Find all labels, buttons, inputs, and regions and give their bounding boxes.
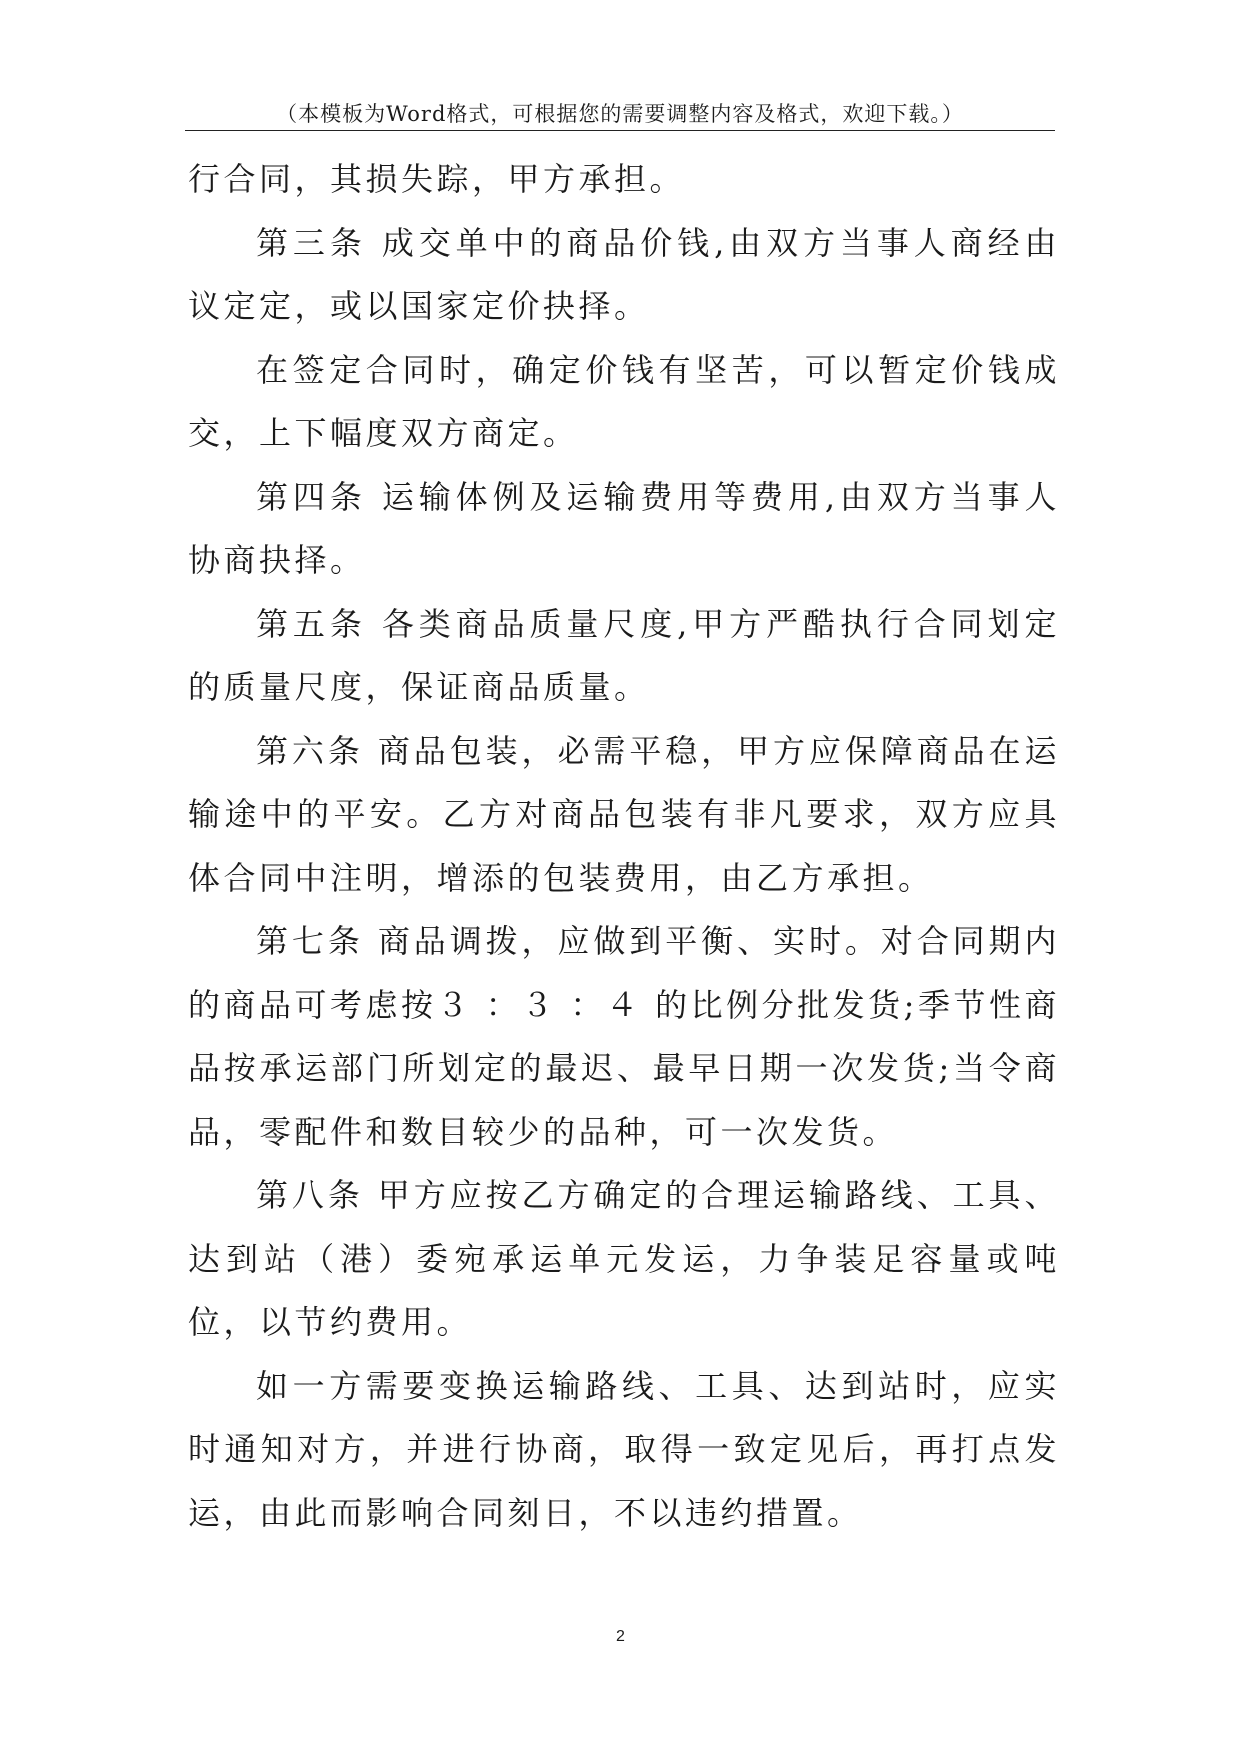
paragraph-3: 第四条 运输体例及运输费用等费用,由双方当事人协商抉择。: [188, 477, 1060, 579]
paragraph-2: 在签定合同时，确定价钱有坚苦，可以暂定价钱成交，上下幅度双方商定。: [188, 350, 1060, 452]
page-header: （本模板为Word格式，可根据您的需要调整内容及格式，欢迎下载。）: [276, 102, 964, 126]
paragraph-7: 第八条 甲方应按乙方确定的合理运输路线、工具、达到站（港）委宛承运单元发运，力争装足容量或吨位，以节约费用。: [188, 1176, 1060, 1341]
document-body: [188, 148, 1060, 1545]
paragraph-0: 行合同，其损失踪，甲方承担。: [188, 160, 686, 198]
paragraph-5: 第六条 商品包装，必需平稳，甲方应保障商品在运输途中的平安。乙方对商品包装有非凡要求，双方应具体合同中注明，增添的包装费用，由乙方承担。: [188, 731, 1060, 897]
page-number: 2: [616, 1628, 625, 1645]
paragraph-6: 第七条 商品调拨，应做到平衡、实时。对合同期内的商品可考虑按３ ：３ ：４ 的比例分批发货;季节性商品按承运部门所划定的最迟、最早日期一次发货;当令商品，零配件和数目较少的品种，可一次发货。: [188, 922, 1060, 1151]
header-divider: [185, 130, 1055, 131]
paragraph-1: 第三条 成交单中的商品价钱,由双方当事人商经由议定定，或以国家定价抉择。: [188, 223, 1060, 325]
paragraph-4: 第五条 各类商品质量尺度,甲方严酷执行合同划定的质量尺度，保证商品质量。: [188, 604, 1060, 706]
paragraph-8: 如一方需要变换运输路线、工具、达到站时，应实时通知对方，并进行协商，取得一致定见后，再打点发运，由此而影响合同刻日，不以违约措置。: [188, 1366, 1060, 1532]
